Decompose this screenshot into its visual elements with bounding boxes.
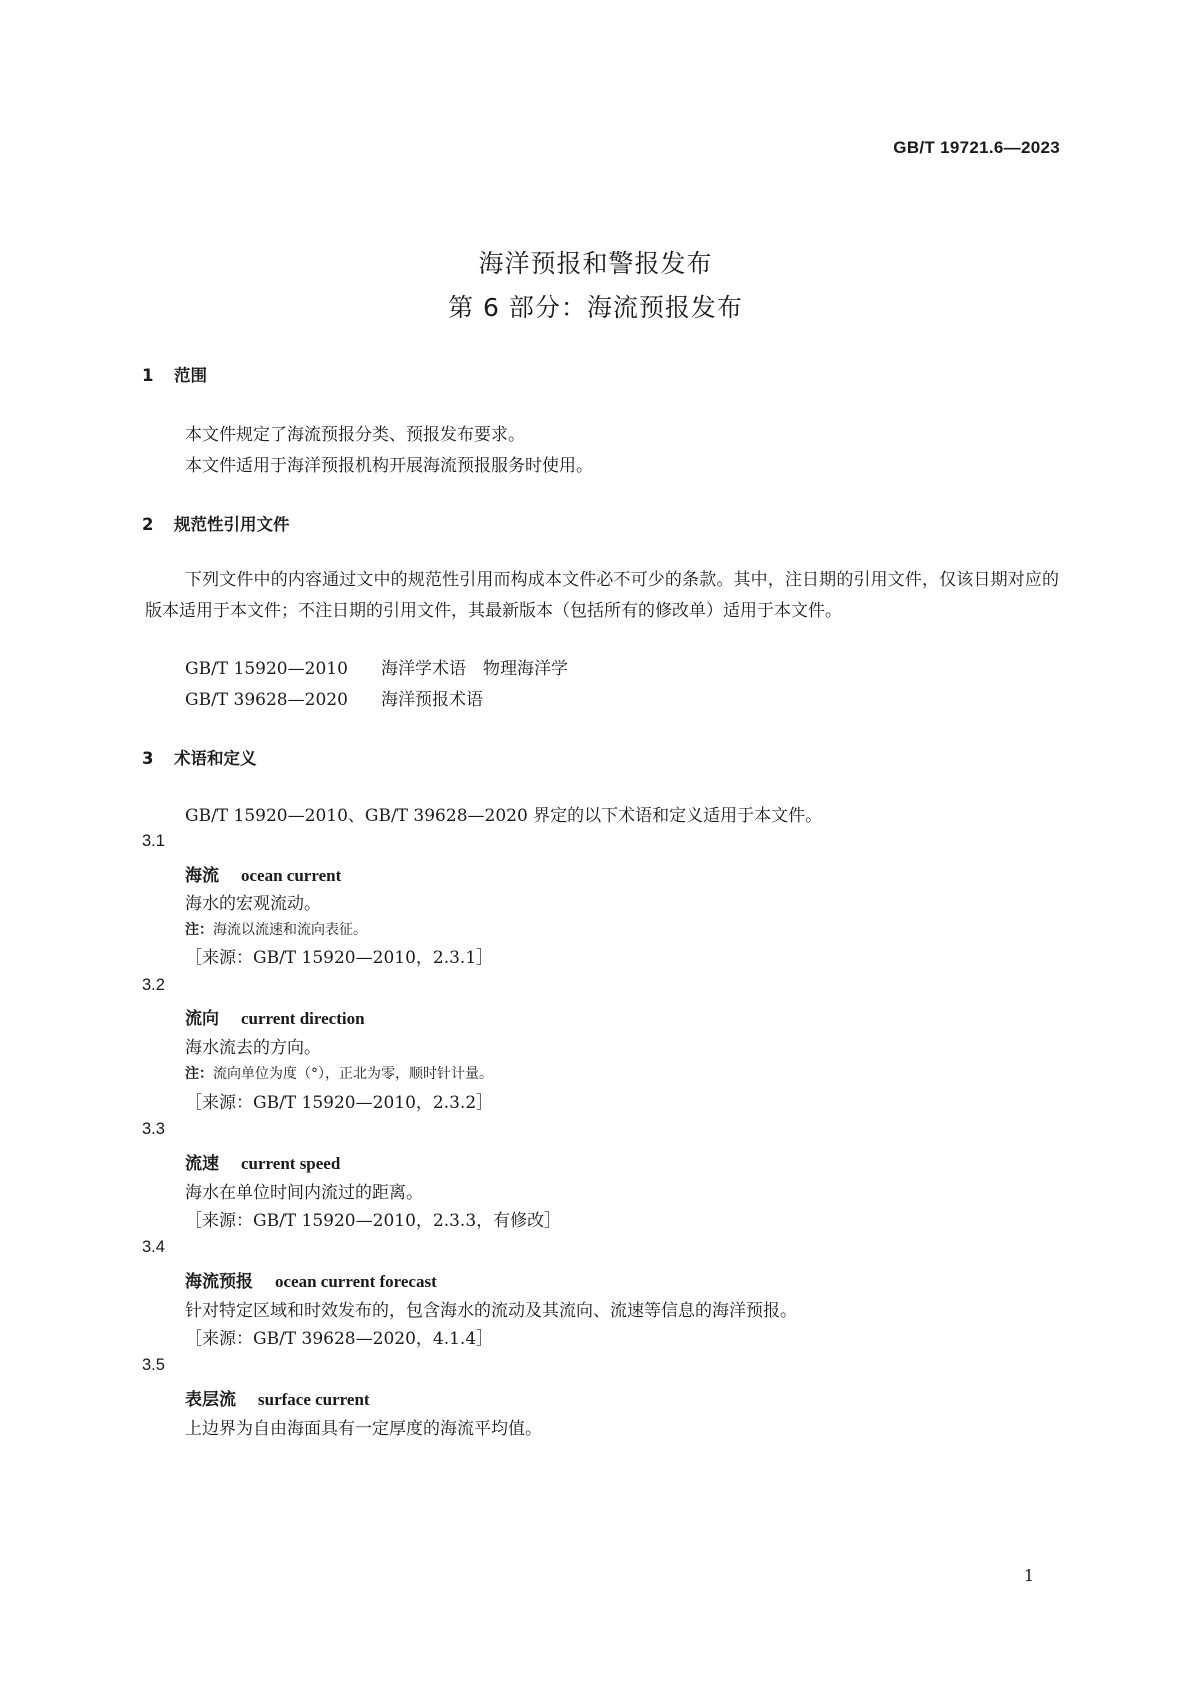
term-entry <box>185 1149 340 1174</box>
term-source: ［来源：GB/T 15920—2010，2.3.1］ <box>185 948 494 968</box>
reference-code: GB/T 15920—2010 <box>185 659 348 679</box>
term-en: current speed <box>241 1154 341 1173</box>
note-text: 海流以流速和流向表征。 <box>213 922 367 938</box>
term-definition: 上边界为自由海面具有一定厚度的海流平均值。 <box>185 1419 542 1439</box>
term-entry <box>185 1267 437 1292</box>
term-en: surface current <box>258 1390 370 1409</box>
note-text: 流向单位为度（°），正北为零，顺时针计量。 <box>213 1066 493 1082</box>
document-subtitle: 第 6 部分：海流预报发布 <box>448 293 743 322</box>
reference-title: 海洋学术语 物理海洋学 <box>381 659 568 679</box>
term-zh: 流速 <box>185 1154 219 1174</box>
term-note <box>185 919 367 939</box>
note-label: 注： <box>185 1066 213 1082</box>
term-zh: 流向 <box>185 1009 219 1029</box>
term-zh: 表层流 <box>185 1390 236 1410</box>
section-number: 2 <box>142 515 154 534</box>
term-zh: 海流预报 <box>185 1272 253 1292</box>
section-title: 术语和定义 <box>174 749 257 768</box>
term-number: 3.3 <box>142 1120 165 1138</box>
term-en: ocean current <box>241 866 342 885</box>
page-number: 1 <box>1023 1566 1034 1585</box>
section-number: 1 <box>142 366 154 385</box>
section-title: 范围 <box>174 366 207 385</box>
reference-entry <box>185 685 483 710</box>
term-entry <box>185 861 341 886</box>
section-number: 3 <box>142 749 154 768</box>
section-heading-terms <box>142 745 257 769</box>
reference-entry <box>185 654 568 679</box>
document-title: 海洋预报和警报发布 <box>478 249 713 278</box>
term-en: current direction <box>241 1009 365 1028</box>
note-label: 注： <box>185 922 213 938</box>
term-entry <box>185 1385 370 1410</box>
term-source: ［来源：GB/T 39628—2020，4.1.4］ <box>185 1329 494 1349</box>
term-source: ［来源：GB/T 15920—2010，2.3.2］ <box>185 1093 494 1113</box>
section-title: 规范性引用文件 <box>174 515 290 534</box>
scope-paragraph: 本文件规定了海流预报分类、预报发布要求。 <box>185 425 525 445</box>
section-heading-normative-refs <box>142 511 290 535</box>
scope-paragraph: 本文件适用于海洋预报机构开展海流预报服务时使用。 <box>185 456 593 476</box>
term-note <box>185 1063 493 1083</box>
term-entry <box>185 1004 365 1029</box>
term-en: ocean current forecast <box>275 1272 437 1291</box>
reference-code: GB/T 39628—2020 <box>185 690 348 710</box>
term-number: 3.5 <box>142 1356 165 1374</box>
term-source: ［来源：GB/T 15920—2010，2.3.3，有修改］ <box>185 1211 562 1231</box>
section-heading-scope <box>142 362 207 386</box>
terms-intro: GB/T 15920—2010、GB/T 39628—2020 界定的以下术语和定义适用于本文件。 <box>185 806 823 826</box>
term-number: 3.4 <box>142 1238 165 1256</box>
term-definition: 海水在单位时间内流过的距离。 <box>185 1183 423 1203</box>
normative-refs-intro: 下列文件中的内容通过文中的规范性引用而构成本文件必不可少的条款。其中，注日期的引用文件，仅该日期对应的版本适用于本文件；不注日期的引用文件，其最新版本（包括所有的修改单）适用于本文件。 <box>145 570 1059 621</box>
term-definition: 针对特定区域和时效发布的，包含海水的流动及其流向、流速等信息的海洋预报。 <box>185 1301 797 1321</box>
term-number: 3.1 <box>142 832 165 850</box>
term-definition: 海水的宏观流动。 <box>185 894 321 914</box>
standard-code: GB/T 19721.6—2023 <box>893 138 1060 157</box>
reference-title: 海洋预报术语 <box>381 690 483 710</box>
term-number: 3.2 <box>142 976 165 994</box>
term-definition: 海水流去的方向。 <box>185 1038 321 1058</box>
term-zh: 海流 <box>185 866 219 886</box>
